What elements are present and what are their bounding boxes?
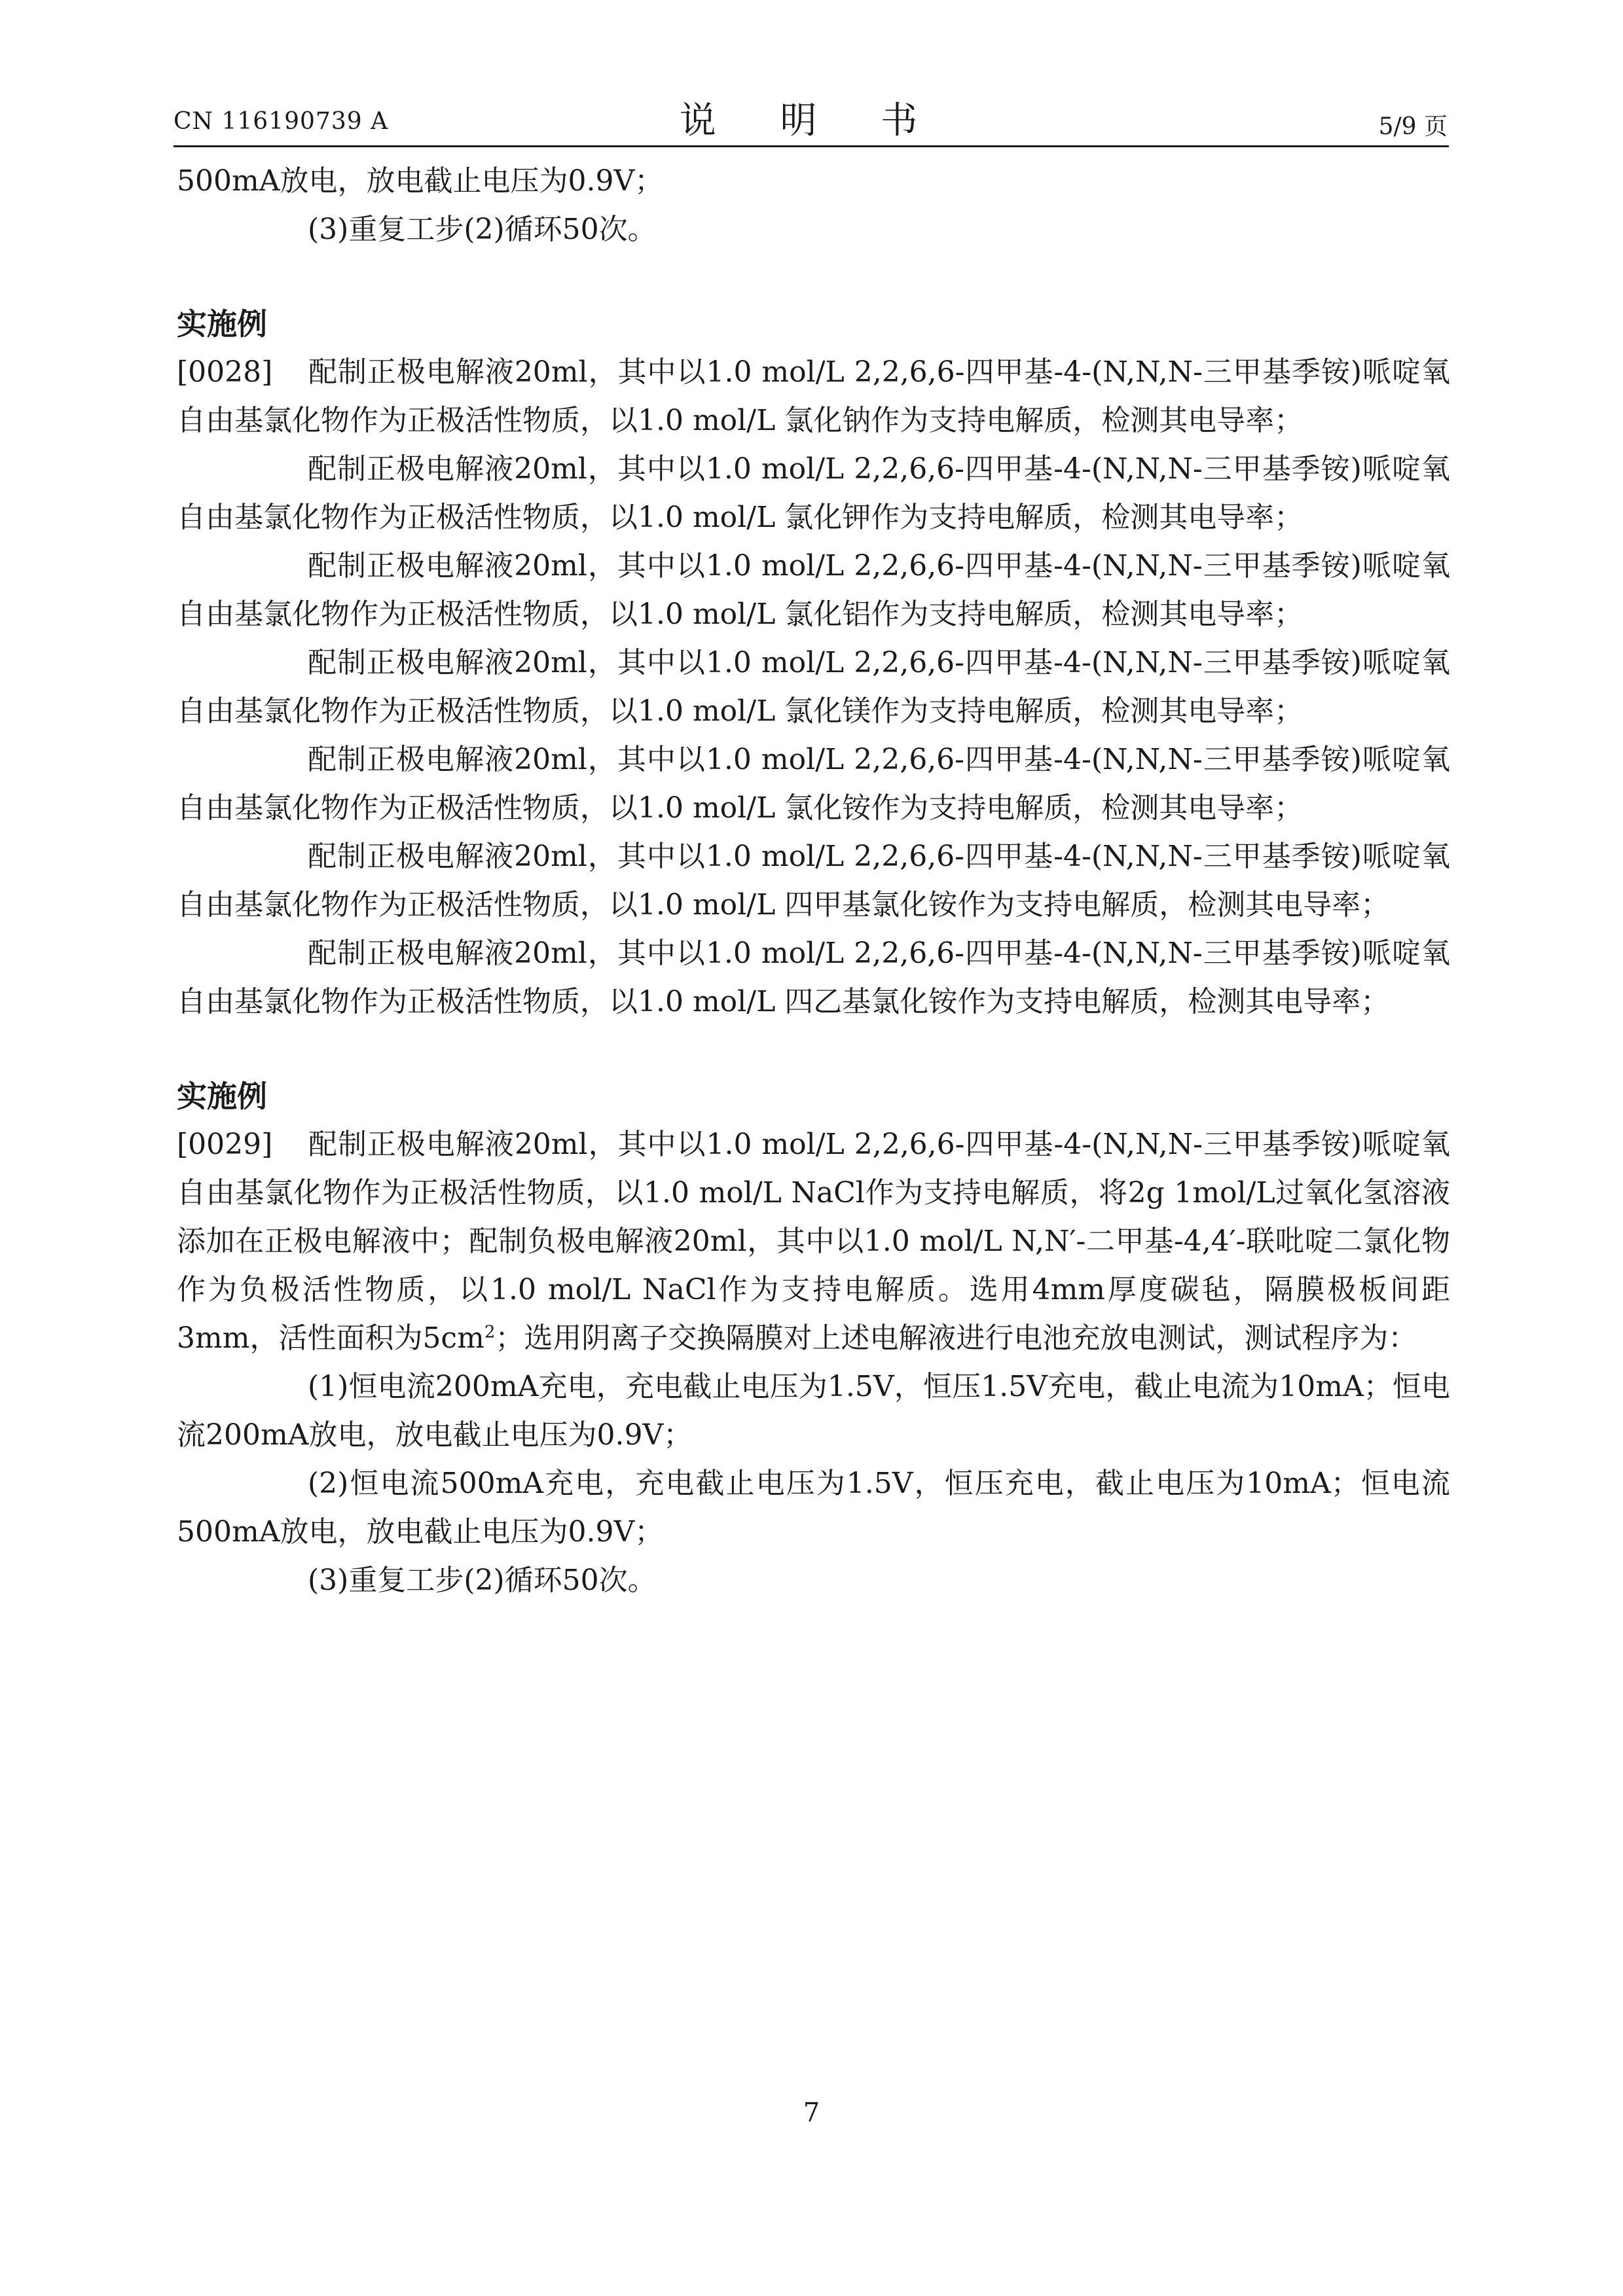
section-heading: 实施例 xyxy=(177,306,267,342)
paragraph: 配制正极电解液20ml，其中以1.0 mol/L 2,2,6,6-四甲基-4-(N,N,N-三甲基季铵)哌啶氧自由基氯化物作为正极活性物质，以1.0 mol/L 氯化铝作为支持电解质，检测其电导率； xyxy=(177,549,1450,631)
paragraph-0028 xyxy=(177,348,1450,445)
paragraph-text: ；选用阴离子交换隔膜对上述电解液进行电池充放电测试，测试程序为： xyxy=(495,1321,1417,1355)
step-line: (3)重复工步(2)循环50次。 xyxy=(308,213,657,246)
header-divider xyxy=(173,145,1449,147)
document-title: 说 明 书 xyxy=(679,99,944,142)
test-step: (3)重复工步(2)循环50次。 xyxy=(308,1564,657,1597)
page-number: 7 xyxy=(803,2098,820,2128)
superscript: 2 xyxy=(484,1322,496,1342)
test-step: (2)恒电流500mA充电，充电截止电压为1.5V，恒压充电，截止电压为10mA；恒电流500mA放电，放电截止电压为0.9V； xyxy=(177,1467,1450,1549)
paragraph: 配制正极电解液20ml，其中以1.0 mol/L 2,2,6,6-四甲基-4-(N,N,N-三甲基季铵)哌啶氧自由基氯化物作为正极活性物质，以1.0 mol/L 氯化钾作为支持电解质，检测其电导率； xyxy=(177,452,1450,534)
paragraph: 配制正极电解液20ml，其中以1.0 mol/L 2,2,6,6-四甲基-4-(N,N,N-三甲基季铵)哌啶氧自由基氯化物作为正极活性物质，以1.0 mol/L 氯化铵作为支持电解质，检测其电导率； xyxy=(177,743,1450,825)
page-indicator: 5/9 页 xyxy=(1378,113,1448,140)
paragraph-number: [0028] xyxy=(177,355,273,389)
paragraph-text: 配制正极电解液20ml，其中以1.0 mol/L 2,2,6,6-四甲基-4-(N,N,N-三甲基季铵)哌啶氧自由基氯化物作为正极活性物质，以1.0 mol/L 氯化钠作为支持电解质，检测其电导率； xyxy=(177,355,1450,437)
test-step: (1)恒电流200mA充电，充电截止电压为1.5V，恒压1.5V充电，截止电流为10mA；恒电流200mA放电，放电截止电压为0.9V； xyxy=(177,1370,1450,1452)
paragraph: 配制正极电解液20ml，其中以1.0 mol/L 2,2,6,6-四甲基-4-(N,N,N-三甲基季铵)哌啶氧自由基氯化物作为正极活性物质，以1.0 mol/L 氯化镁作为支持电解质，检测其电导率； xyxy=(177,646,1450,728)
paragraph-text: 配制正极电解液20ml，其中以1.0 mol/L 2,2,6,6-四甲基-4-(N,N,N-三甲基季铵)哌啶氧自由基氯化物作为正极活性物质，以1.0 mol/L NaCl作为支持电解质，将2g 1mol/L过氧化氢溶液添加在正极电解液中；配制负极电解液20ml，其中以1.0 mol/L N,N′-二甲基-4,4′-联吡啶二氯化物作为负极活性物质，以1.0 mol/L NaCl作为支持电解质。选用4mm厚度碳毡，隔膜极板间距3mm，活性面积为5cm xyxy=(177,1128,1450,1355)
page-header xyxy=(0,0,1623,147)
paragraph-0029 xyxy=(177,1121,1450,1363)
document-body xyxy=(177,157,1450,1605)
paragraph-number: [0029] xyxy=(177,1128,273,1161)
patent-number: CN 116190739 A xyxy=(173,108,389,135)
paragraph: 配制正极电解液20ml，其中以1.0 mol/L 2,2,6,6-四甲基-4-(N,N,N-三甲基季铵)哌啶氧自由基氯化物作为正极活性物质，以1.0 mol/L 四乙基氯化铵作为支持电解质，检测其电导率； xyxy=(177,937,1450,1018)
section-heading: 实施例 xyxy=(177,1079,267,1114)
continuation-line: 500mA放电，放电截止电压为0.9V； xyxy=(177,164,664,198)
paragraph: 配制正极电解液20ml，其中以1.0 mol/L 2,2,6,6-四甲基-4-(N,N,N-三甲基季铵)哌啶氧自由基氯化物作为正极活性物质，以1.0 mol/L 四甲基氯化铵作为支持电解质，检测其电导率； xyxy=(177,840,1450,922)
